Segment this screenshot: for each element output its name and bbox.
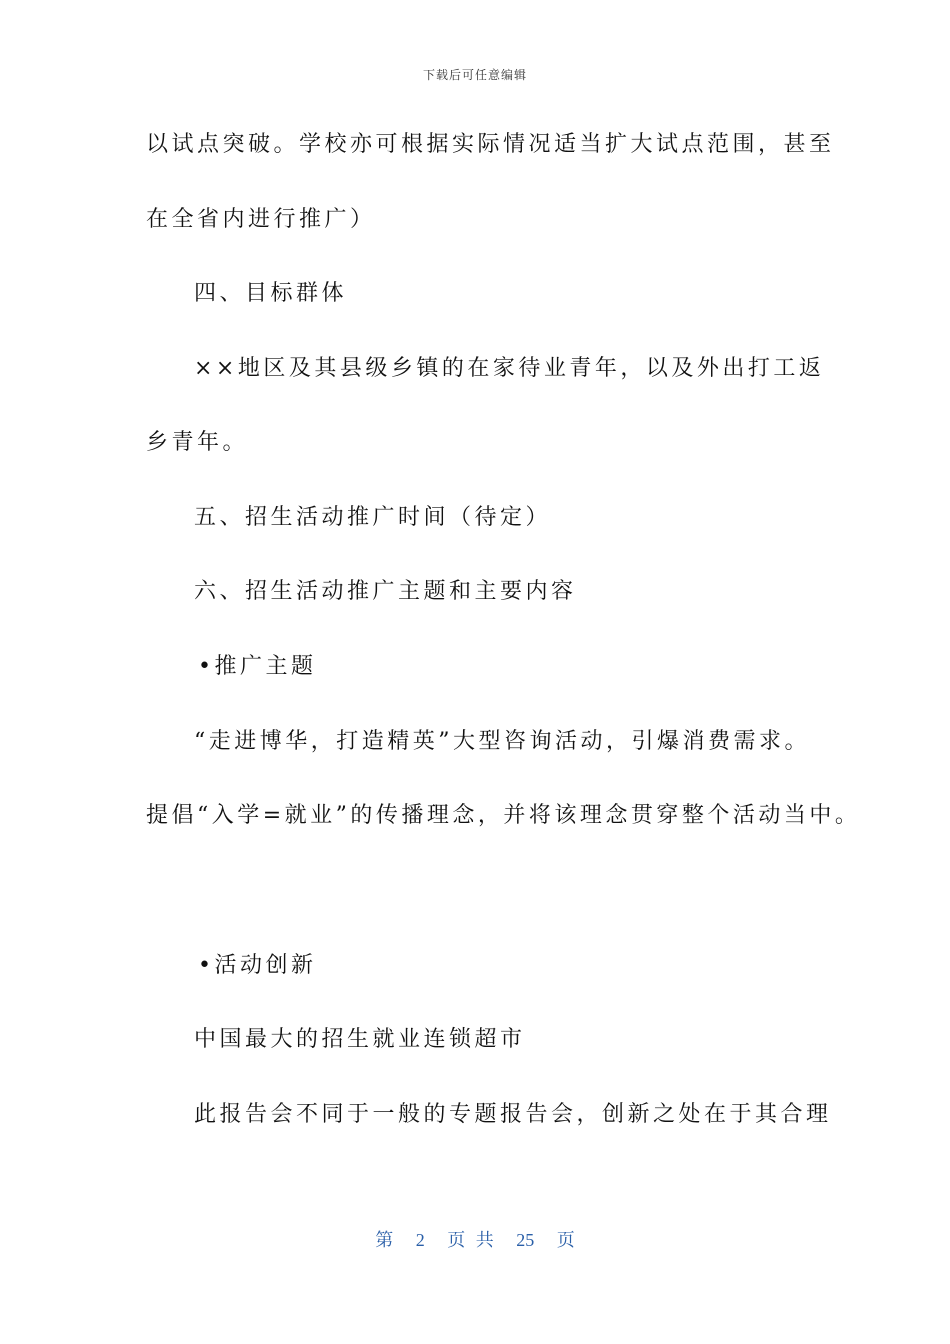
footer-page-number: 2 bbox=[415, 1230, 425, 1250]
section-heading: 六、招生活动推广主题和主要内容 bbox=[194, 579, 577, 604]
footer-suffix: 页 bbox=[556, 1230, 575, 1250]
section-heading: 五、招生活动推广时间（待定） bbox=[194, 505, 552, 530]
footer-prefix: 第 bbox=[375, 1230, 394, 1250]
paragraph-line: 此报告会不同于一般的专题报告会，创新之处在于其合理 bbox=[194, 1102, 832, 1127]
paragraph-line: 以试点突破。学校亦可根据实际情况适当扩大试点范围，甚至 bbox=[146, 132, 835, 157]
paragraph-line: 在全省内进行推广） bbox=[146, 207, 376, 232]
section-heading: 四、目标群体 bbox=[194, 281, 348, 306]
paragraph-line: 中国最大的招生就业连锁超市 bbox=[194, 1027, 526, 1052]
bullet-heading: •活动创新 bbox=[198, 953, 317, 978]
paragraph-line: “走进博华，打造精英”大型咨询活动，引爆消费需求。 bbox=[194, 729, 810, 754]
footer-middle: 页 共 bbox=[447, 1230, 494, 1250]
paragraph-line: ××地区及其县级乡镇的在家待业青年，以及外出打工返 bbox=[194, 356, 825, 381]
page-number-footer bbox=[0, 1226, 950, 1252]
bullet-heading: •推广主题 bbox=[198, 654, 317, 679]
page-header: 下载后可任意编辑 bbox=[422, 68, 527, 82]
paragraph-line: 提倡“入学=就业”的传播理念，并将该理念贯穿整个活动当中。 bbox=[146, 803, 861, 828]
paragraph-line: 乡青年。 bbox=[146, 430, 249, 455]
footer-total-pages: 25 bbox=[516, 1230, 535, 1250]
